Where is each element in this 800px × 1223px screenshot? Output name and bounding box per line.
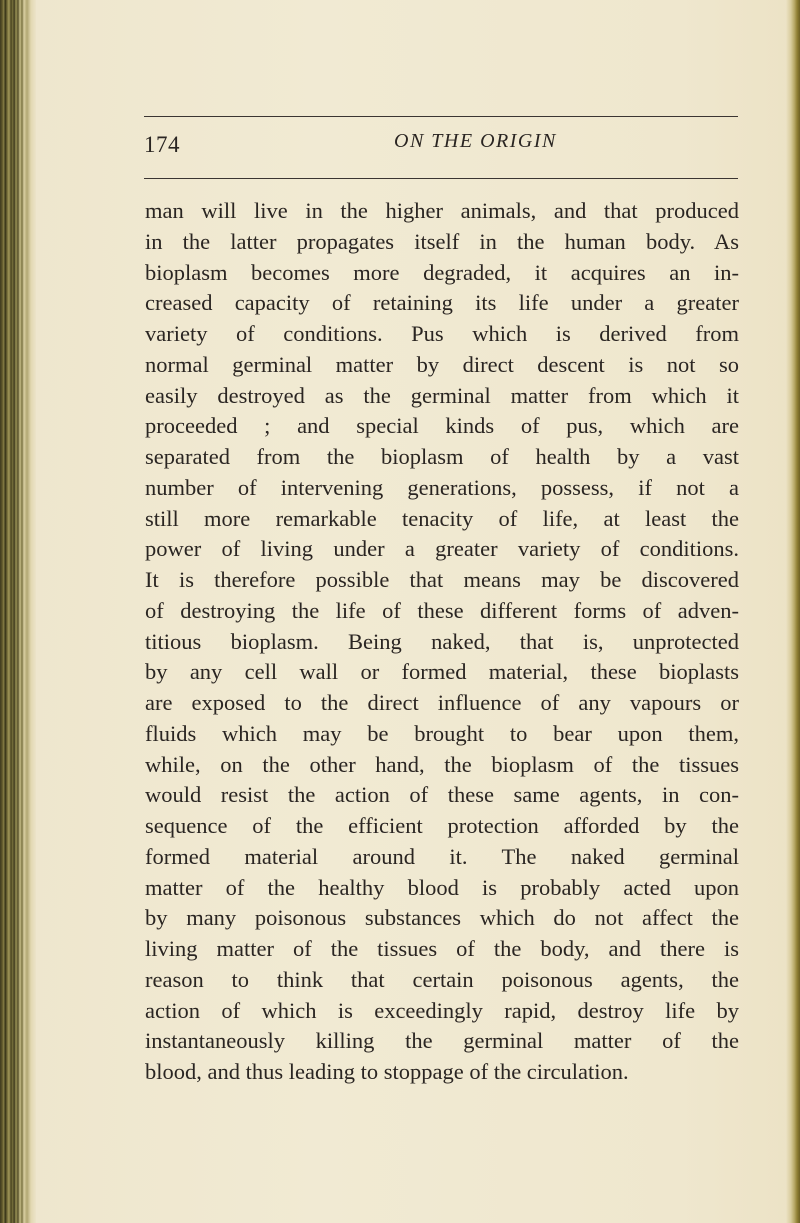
header-rule-top xyxy=(144,116,738,117)
text-line: man will live in the higher animals, and that produced xyxy=(145,198,739,223)
text-line: while, on the other hand, the bioplasm of the tissues xyxy=(145,751,739,777)
text-line: power of living under a greater variety of conditions. xyxy=(145,536,739,562)
text-line: titious bioplasm. Being naked, that is, unprotected xyxy=(145,628,739,654)
text-line: matter of the healthy blood is probably acted upon xyxy=(145,874,739,900)
body-text xyxy=(145,196,739,1088)
text-line: bioplasm becomes more degraded, it acquires an in- xyxy=(145,259,739,285)
text-line: are exposed to the direct influence of any vapours or xyxy=(145,690,739,715)
header-rule-bottom xyxy=(144,178,738,179)
text-line: creased capacity of retaining its life under a greater xyxy=(145,290,739,316)
text-line: would resist the action of these same agents, in con- xyxy=(145,782,739,808)
text-line: instantaneously killing the germinal matter of the xyxy=(145,1028,739,1054)
text-line: easily destroyed as the germinal matter from which it xyxy=(145,382,739,408)
text-line: proceeded ; and special kinds of pus, which are xyxy=(145,413,739,439)
text-line: by many poisonous substances which do not affect the xyxy=(145,905,739,931)
text-line: action of which is exceedingly rapid, destroy life by xyxy=(145,997,739,1023)
book-binding-gutter xyxy=(0,0,36,1223)
text-line: formed material around it. The naked germinal xyxy=(145,843,739,869)
text-line: It is therefore possible that means may be discovered xyxy=(145,567,739,592)
text-line: living matter of the tissues of the body, and there is xyxy=(145,936,739,961)
page-number: 174 xyxy=(144,132,180,157)
text-line: still more remarkable tenacity of life, at least the xyxy=(145,505,739,531)
text-line: separated from the bioplasm of health by a vast xyxy=(145,444,739,469)
text-line: of destroying the life of these different forms of adven- xyxy=(145,597,739,623)
text-line: sequence of the efficient protection afforded by the xyxy=(145,813,739,838)
page-edge xyxy=(786,0,800,1223)
text-line: normal germinal matter by direct descent is not so xyxy=(145,351,739,377)
text-line: number of intervening generations, possess, if not a xyxy=(145,474,739,500)
text-line: fluids which may be brought to bear upon them, xyxy=(145,720,739,746)
running-head: ON THE ORIGIN xyxy=(394,130,557,152)
text-line-last: blood, and thus leading to stoppage of the circulation. xyxy=(145,1059,629,1084)
text-line: variety of conditions. Pus which is derived from xyxy=(145,321,739,346)
text-line: reason to think that certain poisonous agents, the xyxy=(145,966,739,992)
text-line: by any cell wall or formed material, these bioplasts xyxy=(145,659,739,685)
text-line: in the latter propagates itself in the human body. As xyxy=(145,228,739,254)
page-header xyxy=(144,126,738,166)
